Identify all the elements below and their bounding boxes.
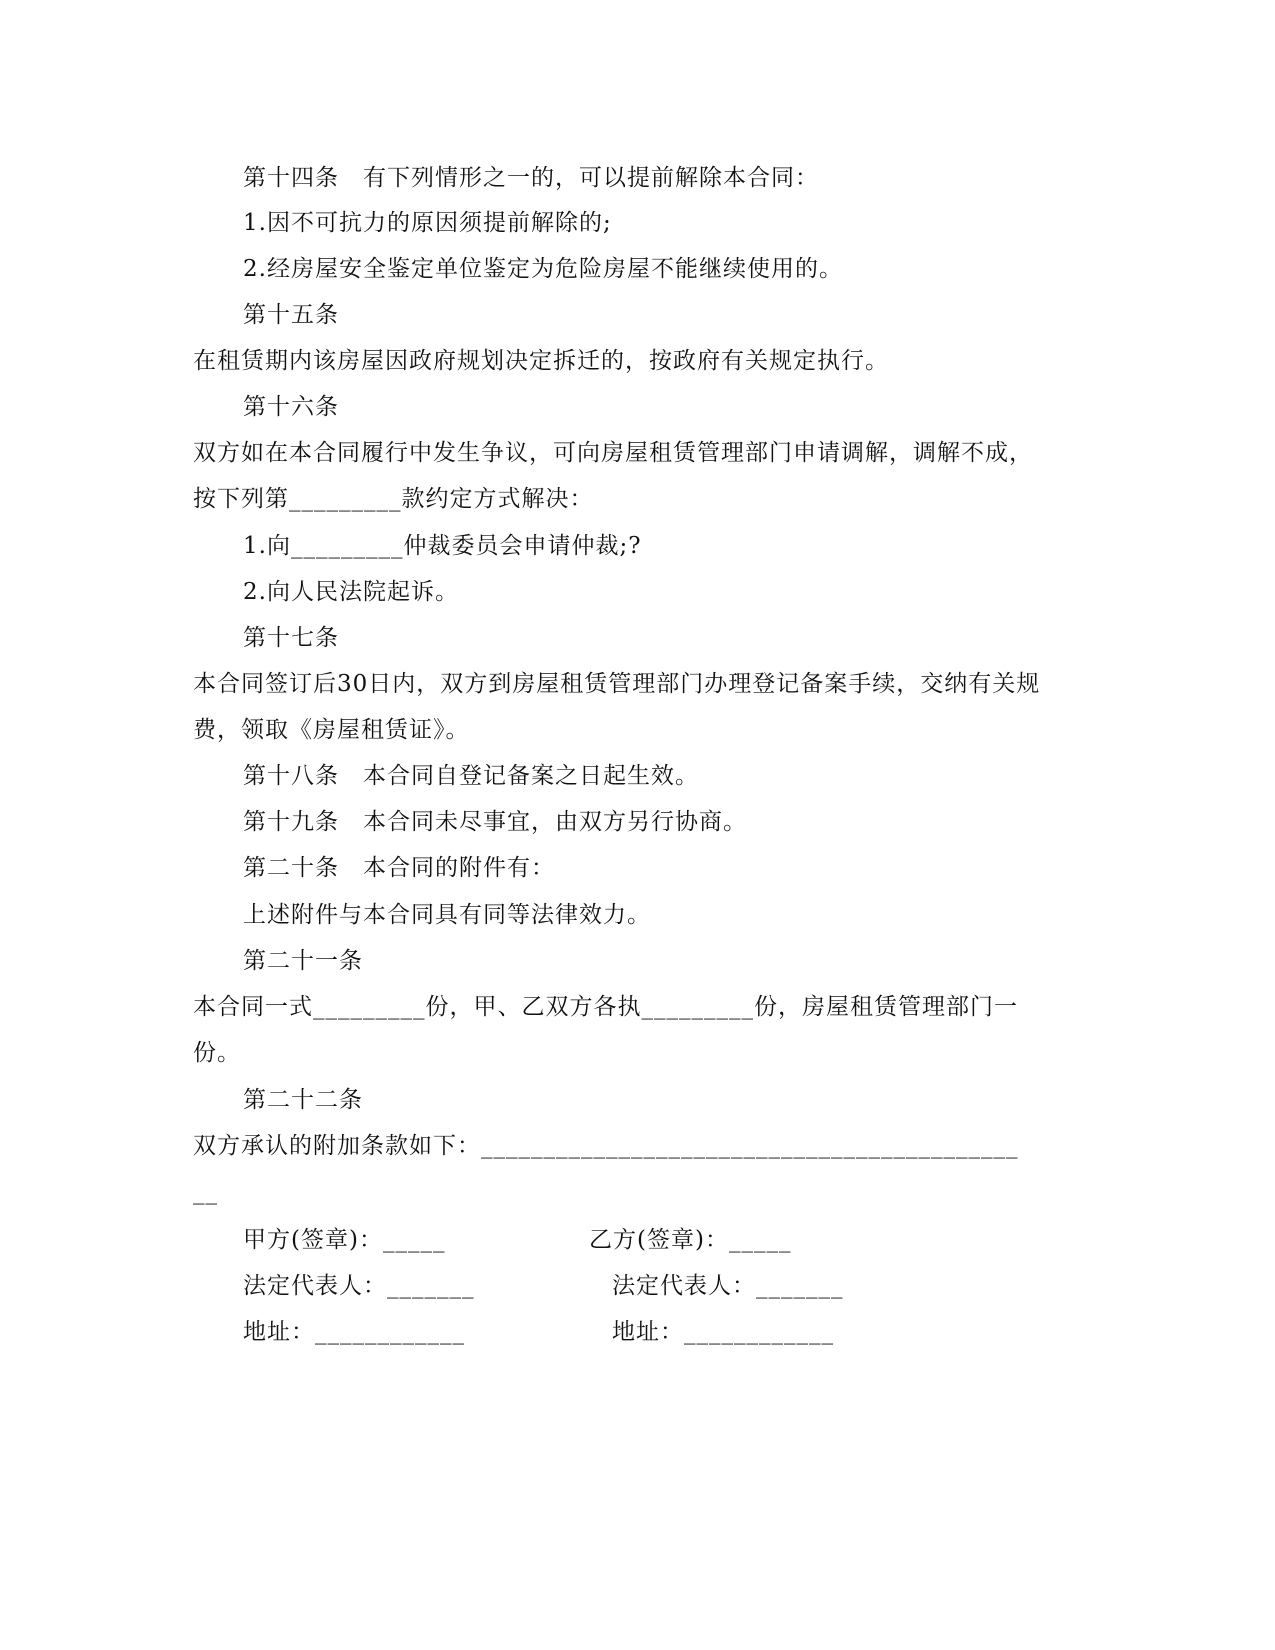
article-14: 第十四条 有下列情形之一的，可以提前解除本合同： [243, 165, 819, 191]
article-16-body-1: 双方如在本合同履行中发生争议，可向房屋租赁管理部门申请调解，调解不成， [193, 440, 1033, 466]
article-22-heading: 第二十二条 [243, 1087, 363, 1113]
article-21-body-2: 份。 [193, 1040, 241, 1066]
article-19: 第十九条 本合同未尽事宜，由双方另行协商。 [243, 809, 747, 835]
article-14-item-2: 2.经房屋安全鉴定单位鉴定为危险房屋不能继续使用的。 [243, 256, 843, 282]
article-17-body-1: 本合同签订后30日内，双方到房屋租赁管理部门办理登记备案手续，交纳有关规 [193, 671, 1041, 697]
article-14-item-1: 1.因不可抗力的原因须提前解除的; [243, 210, 612, 236]
party-a-address: 地址：____________ [243, 1319, 465, 1345]
party-a-representative: 法定代表人：_______ [243, 1273, 475, 1299]
article-20-note: 上述附件与本合同具有同等法律效力。 [243, 902, 651, 928]
article-15-body: 在租赁期内该房屋因政府规划决定拆迁的，按政府有关规定执行。 [193, 348, 889, 374]
article-17-heading: 第十七条 [243, 625, 339, 651]
article-16-heading: 第十六条 [243, 394, 339, 420]
party-b-address: 地址：____________ [612, 1319, 834, 1345]
article-22-body-1: 双方承认的附加条款如下：___________________________________________ [193, 1133, 1019, 1159]
article-20: 第二十条 本合同的附件有： [243, 855, 555, 881]
article-15-heading: 第十五条 [243, 302, 339, 328]
party-a-signature: 甲方(签章)：_____ [243, 1227, 446, 1253]
article-21-heading: 第二十一条 [243, 948, 363, 974]
article-22-body-2: __ [193, 1179, 218, 1205]
article-18: 第十八条 本合同自登记备案之日起生效。 [243, 763, 699, 789]
party-b-representative: 法定代表人：_______ [612, 1273, 844, 1299]
article-21-body-1: 本合同一式_________份，甲、乙双方各执_________份，房屋租赁管理部门一 [193, 994, 1018, 1020]
article-16-item-1: 1.向_________仲裁委员会申请仲裁;? [243, 533, 642, 559]
article-16-body-2: 按下列第_________款约定方式解决： [193, 486, 594, 512]
party-b-signature: 乙方(签章)：_____ [589, 1227, 792, 1253]
article-16-item-2: 2.向人民法院起诉。 [243, 579, 459, 605]
article-17-body-2: 费，领取《房屋租赁证》。 [193, 717, 470, 743]
